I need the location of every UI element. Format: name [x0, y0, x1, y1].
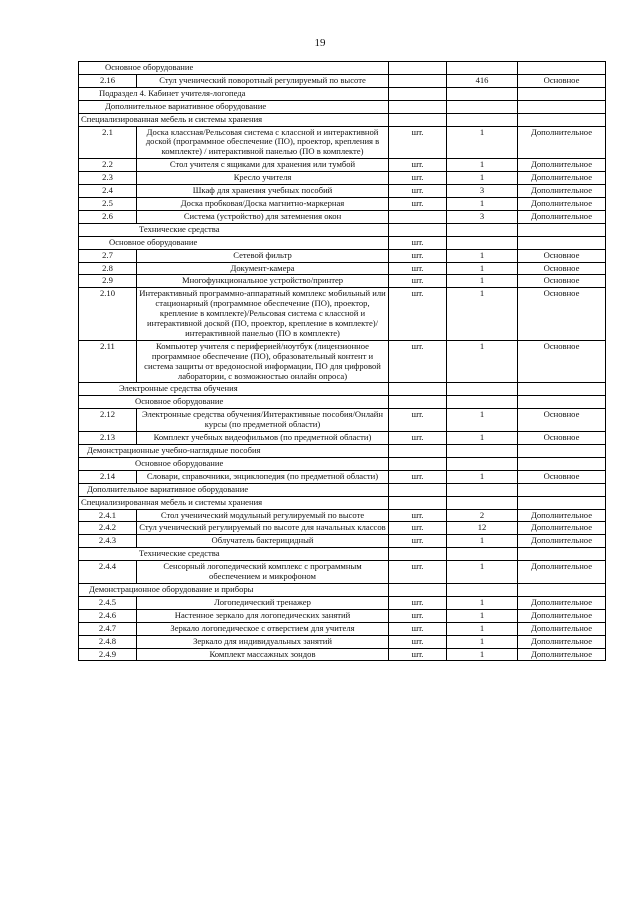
item-quantity-cell: 1: [447, 470, 518, 483]
section-empty-cell: [518, 113, 606, 126]
item-number-cell: 2.4.6: [79, 609, 137, 622]
item-quantity-cell: 1: [447, 172, 518, 185]
item-unit-cell: шт.: [389, 561, 447, 584]
item-name-cell: Стул ученический поворотный регулируемый по высоте: [137, 74, 389, 87]
item-type-cell: Дополнительное: [518, 210, 606, 223]
item-number-cell: 2.4.7: [79, 622, 137, 635]
item-type-cell: Дополнительное: [518, 648, 606, 661]
item-type-cell: Основное: [518, 340, 606, 383]
item-unit-cell: шт.: [389, 509, 447, 522]
item-quantity-cell: 1: [447, 535, 518, 548]
item-type-cell: Дополнительное: [518, 561, 606, 584]
table-row: [79, 535, 606, 548]
item-type-cell: Дополнительное: [518, 622, 606, 635]
item-number-cell: 2.4: [79, 185, 137, 198]
section-empty-cell: [447, 496, 518, 509]
section-empty-cell: [389, 396, 447, 409]
item-number-cell: 2.10: [79, 288, 137, 341]
item-name-cell: Доска пробковая/Доска магнитно-маркерная: [137, 197, 389, 210]
item-name-cell: Сетевой фильтр: [137, 249, 389, 262]
item-name-cell: Комплект массажных зондов: [137, 648, 389, 661]
item-type-cell: Основное: [518, 74, 606, 87]
item-quantity-cell: 1: [447, 275, 518, 288]
section-empty-cell: [518, 396, 606, 409]
section-empty-cell: [518, 445, 606, 458]
item-name-cell: Стол учителя с ящиками для хранения или тумбой: [137, 159, 389, 172]
item-quantity-cell: 1: [447, 596, 518, 609]
table-row: [79, 509, 606, 522]
table-row: [79, 432, 606, 445]
section-empty-cell: [389, 583, 447, 596]
section-header-row: [79, 383, 606, 396]
item-name-cell: Логопедический тренажер: [137, 596, 389, 609]
equipment-table: [78, 61, 606, 661]
section-empty-cell: [518, 87, 606, 100]
section-empty-cell: [518, 496, 606, 509]
item-type-cell: Основное: [518, 275, 606, 288]
section-empty-cell: [447, 483, 518, 496]
item-unit-cell: шт.: [389, 609, 447, 622]
section-empty-cell: [447, 583, 518, 596]
item-quantity-cell: 1: [447, 648, 518, 661]
section-empty-cell: [518, 62, 606, 75]
item-number-cell: 2.1: [79, 126, 137, 159]
section-empty-cell: [447, 445, 518, 458]
page-number: 19: [314, 37, 326, 49]
section-header-row: [79, 548, 606, 561]
item-quantity-cell: 12: [447, 522, 518, 535]
section-empty-cell: [518, 583, 606, 596]
section-heading-cell: Основное оборудование: [79, 457, 389, 470]
section-header-row: [79, 62, 606, 75]
item-unit-cell: шт.: [389, 340, 447, 383]
item-unit-cell: шт.: [389, 622, 447, 635]
item-unit-cell: шт.: [389, 262, 447, 275]
table-row: [79, 470, 606, 483]
item-quantity-cell: 1: [447, 561, 518, 584]
section-header-row: [79, 445, 606, 458]
table-row: [79, 159, 606, 172]
section-empty-cell: [518, 236, 606, 249]
item-unit-cell: шт.: [389, 535, 447, 548]
table-row: [79, 622, 606, 635]
section-heading-cell: Технические средства: [79, 223, 389, 236]
item-name-cell: Кресло учителя: [137, 172, 389, 185]
section-empty-cell: [518, 100, 606, 113]
item-type-cell: Основное: [518, 470, 606, 483]
item-number-cell: 2.4.8: [79, 635, 137, 648]
table-row: [79, 340, 606, 383]
item-quantity-cell: 1: [447, 340, 518, 383]
section-empty-cell: [447, 87, 518, 100]
item-quantity-cell: 1: [447, 609, 518, 622]
table-row: [79, 288, 606, 341]
item-unit-cell: [389, 210, 447, 223]
item-name-cell: Комплект учебных видеофильмов (по предметной области): [137, 432, 389, 445]
section-empty-cell: [518, 223, 606, 236]
item-quantity-cell: 1: [447, 126, 518, 159]
item-number-cell: 2.4.9: [79, 648, 137, 661]
section-header-row: [79, 100, 606, 113]
section-empty-cell: [389, 87, 447, 100]
section-heading-cell: Дополнительное вариативное оборудование: [79, 483, 389, 496]
section-heading-cell: Специализированная мебель и системы хранения: [79, 113, 389, 126]
section-heading-cell: Демонстрационные учебно-наглядные пособия: [79, 445, 389, 458]
item-name-cell: Стол ученический модульный регулируемый по высоте: [137, 509, 389, 522]
item-type-cell: Дополнительное: [518, 522, 606, 535]
item-number-cell: 2.11: [79, 340, 137, 383]
item-number-cell: 2.8: [79, 262, 137, 275]
table-row: [79, 409, 606, 432]
item-number-cell: 2.9: [79, 275, 137, 288]
item-unit-cell: шт.: [389, 185, 447, 198]
item-name-cell: Компьютер учителя с периферией/ноутбук (лицензионное программное обеспечение (ПО), образовательный контент и система защиты от вредоносной информации, ПО для цифровой лаборатории, с возможностью онлайн опроса): [137, 340, 389, 383]
section-header-row: [79, 87, 606, 100]
section-empty-cell: [389, 457, 447, 470]
item-number-cell: 2.12: [79, 409, 137, 432]
item-unit-cell: шт.: [389, 172, 447, 185]
section-heading-cell: Подраздел 4. Кабинет учителя-логопеда: [79, 87, 389, 100]
section-empty-cell: [389, 62, 447, 75]
section-empty-cell: [447, 383, 518, 396]
item-type-cell: Дополнительное: [518, 126, 606, 159]
section-header-row: [79, 396, 606, 409]
section-header-row: [79, 236, 606, 249]
table-row: [79, 74, 606, 87]
item-unit-cell: шт.: [389, 648, 447, 661]
item-unit-cell: [389, 74, 447, 87]
item-name-cell: Система (устройство) для затемнения окон: [137, 210, 389, 223]
table-row: [79, 249, 606, 262]
section-empty-cell: [518, 483, 606, 496]
item-number-cell: 2.4.1: [79, 509, 137, 522]
section-header-row: [79, 496, 606, 509]
item-type-cell: Основное: [518, 288, 606, 341]
section-empty-cell: [447, 113, 518, 126]
section-empty-cell: [518, 383, 606, 396]
section-empty-cell: [389, 223, 447, 236]
table-row: [79, 522, 606, 535]
item-name-cell: Многофункциональное устройство/принтер: [137, 275, 389, 288]
item-quantity-cell: 1: [447, 159, 518, 172]
section-header-row: [79, 457, 606, 470]
section-empty-cell: [389, 383, 447, 396]
section-heading-cell: Основное оборудование: [79, 236, 389, 249]
item-quantity-cell: 3: [447, 185, 518, 198]
item-name-cell: Сенсорный логопедический комплекс с программным обеспечением и микрофоном: [137, 561, 389, 584]
section-empty-cell: [447, 548, 518, 561]
item-name-cell: Интерактивный программно-аппаратный комплекс мобильный или стационарный (программное обеспечение (ПО), проектор, крепление в комплекте)/Рельсовая система с классной и интерактивной доской (ПО, проектор, крепление в комплекте)/интерактивной панелью (ПО в комплекте): [137, 288, 389, 341]
section-heading-cell: Основное оборудование: [79, 62, 389, 75]
section-empty-cell: [389, 483, 447, 496]
item-type-cell: Основное: [518, 432, 606, 445]
item-unit-cell: шт.: [389, 409, 447, 432]
item-name-cell: Словари, справочники, энциклопедия (по предметной области): [137, 470, 389, 483]
item-quantity-cell: 3: [447, 210, 518, 223]
item-quantity-cell: 1: [447, 432, 518, 445]
section-empty-cell: [447, 396, 518, 409]
table-row: [79, 262, 606, 275]
section-header-row: [79, 583, 606, 596]
item-quantity-cell: 2: [447, 509, 518, 522]
item-number-cell: 2.3: [79, 172, 137, 185]
item-type-cell: Дополнительное: [518, 159, 606, 172]
item-unit-cell: шт.: [389, 432, 447, 445]
item-type-cell: Дополнительное: [518, 197, 606, 210]
section-empty-cell: [389, 496, 447, 509]
item-name-cell: Зеркало для индивидуальных занятий: [137, 635, 389, 648]
item-unit-cell: шт.: [389, 596, 447, 609]
section-header-row: [79, 113, 606, 126]
section-empty-cell: [447, 100, 518, 113]
table-row: [79, 561, 606, 584]
item-type-cell: Дополнительное: [518, 185, 606, 198]
section-heading-cell: Основное оборудование: [79, 396, 389, 409]
section-empty-cell: [447, 457, 518, 470]
section-empty-cell: [518, 457, 606, 470]
item-number-cell: 2.16: [79, 74, 137, 87]
section-empty-cell: [389, 445, 447, 458]
table-row: [79, 210, 606, 223]
item-number-cell: 2.4.2: [79, 522, 137, 535]
item-unit-cell: шт.: [389, 635, 447, 648]
item-unit-cell: шт.: [389, 275, 447, 288]
table-row: [79, 197, 606, 210]
item-number-cell: 2.5: [79, 197, 137, 210]
item-quantity-cell: 1: [447, 262, 518, 275]
item-name-cell: Электронные средства обучения/Интерактивные пособия/Онлайн курсы (по предметной области): [137, 409, 389, 432]
table-row: [79, 185, 606, 198]
item-type-cell: Дополнительное: [518, 509, 606, 522]
item-type-cell: Дополнительное: [518, 596, 606, 609]
table-row: [79, 609, 606, 622]
section-heading-cell: Демонстрационное оборудование и приборы: [79, 583, 389, 596]
item-quantity-cell: 1: [447, 249, 518, 262]
item-name-cell: Шкаф для хранения учебных пособий: [137, 185, 389, 198]
table-row: [79, 172, 606, 185]
item-number-cell: 2.4.5: [79, 596, 137, 609]
section-header-row: [79, 483, 606, 496]
section-empty-cell: [518, 548, 606, 561]
item-quantity-cell: 1: [447, 635, 518, 648]
item-type-cell: Дополнительное: [518, 172, 606, 185]
item-type-cell: Основное: [518, 249, 606, 262]
section-heading-cell: Специализированная мебель и системы хранения: [79, 496, 389, 509]
table-row: [79, 635, 606, 648]
section-empty-cell: [447, 236, 518, 249]
section-heading-cell: Электронные средства обучения: [79, 383, 389, 396]
equipment-table-body: [79, 62, 606, 661]
item-name-cell: Доска классная/Рельсовая система с классной и интерактивной доской (программное обеспечение (ПО), проектор, крепления в комплекте) / интерактивной панелью (ПО в комплекте): [137, 126, 389, 159]
item-number-cell: 2.4.3: [79, 535, 137, 548]
item-number-cell: 2.7: [79, 249, 137, 262]
item-type-cell: Основное: [518, 409, 606, 432]
table-row: [79, 126, 606, 159]
item-number-cell: 2.13: [79, 432, 137, 445]
item-unit-cell: шт.: [389, 288, 447, 341]
item-type-cell: Дополнительное: [518, 635, 606, 648]
section-empty-cell: [389, 113, 447, 126]
item-unit-cell: шт.: [389, 470, 447, 483]
table-row: [79, 648, 606, 661]
item-unit-cell: шт.: [389, 197, 447, 210]
item-unit-cell: шт.: [389, 126, 447, 159]
item-unit-cell: шт.: [389, 159, 447, 172]
table-row: [79, 596, 606, 609]
item-type-cell: Дополнительное: [518, 609, 606, 622]
item-name-cell: Документ-камера: [137, 262, 389, 275]
section-heading-cell: Технические средства: [79, 548, 389, 561]
item-quantity-cell: 416: [447, 74, 518, 87]
item-name-cell: Облучатель бактерицидный: [137, 535, 389, 548]
item-unit-cell: шт.: [389, 522, 447, 535]
item-quantity-cell: 1: [447, 409, 518, 432]
item-number-cell: 2.6: [79, 210, 137, 223]
item-type-cell: Основное: [518, 262, 606, 275]
section-empty-cell: [389, 548, 447, 561]
item-name-cell: Зеркало логопедическое с отверстием для учителя: [137, 622, 389, 635]
item-quantity-cell: 1: [447, 622, 518, 635]
item-quantity-cell: 1: [447, 197, 518, 210]
item-unit-cell: шт.: [389, 249, 447, 262]
item-number-cell: 2.2: [79, 159, 137, 172]
item-name-cell: Настенное зеркало для логопедических занятий: [137, 609, 389, 622]
item-number-cell: 2.14: [79, 470, 137, 483]
section-empty-cell: [447, 62, 518, 75]
section-header-row: [79, 223, 606, 236]
item-number-cell: 2.4.4: [79, 561, 137, 584]
item-type-cell: Дополнительное: [518, 535, 606, 548]
section-heading-cell: Дополнительное вариативное оборудование: [79, 100, 389, 113]
section-empty-cell: [389, 100, 447, 113]
item-name-cell: Стул ученический регулируемый по высоте для начальных классов: [137, 522, 389, 535]
table-row: [79, 275, 606, 288]
section-empty-cell: [447, 223, 518, 236]
section-unit-cell: шт.: [389, 236, 447, 249]
item-quantity-cell: 1: [447, 288, 518, 341]
